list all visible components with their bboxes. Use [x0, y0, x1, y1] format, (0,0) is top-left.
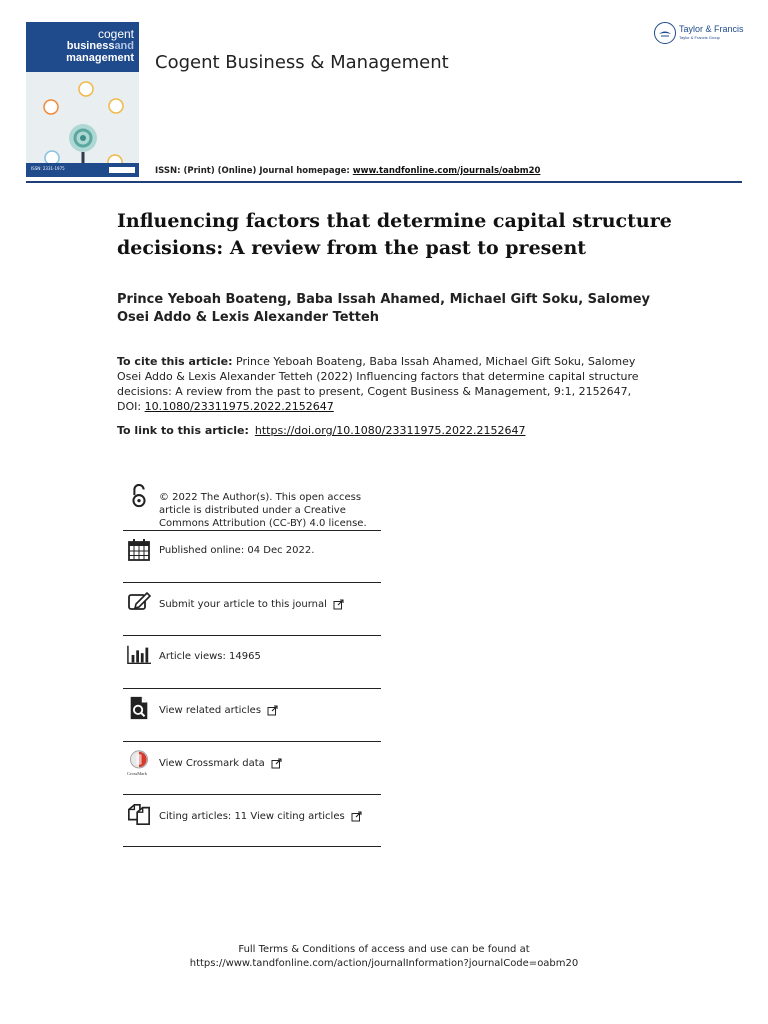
open-access-icon: [127, 484, 151, 508]
article-title: Influencing factors that determine capital structure decisions: A review from the past to present: [117, 210, 672, 259]
publisher-sub: Taylor & Francis Group: [679, 35, 720, 40]
footer-terms: Full Terms & Conditions of access and use can be found at: [238, 944, 530, 955]
bar-chart-icon: [127, 643, 151, 667]
divider: [123, 741, 381, 742]
issn-label: ISSN: (Print) (Online) Journal homepage:: [155, 166, 353, 176]
footer: [0, 943, 768, 971]
issn-line: [155, 166, 540, 176]
search-document-icon: [127, 696, 151, 720]
divider: [123, 530, 381, 531]
divider: [123, 688, 381, 689]
divider: [123, 582, 381, 583]
submit-article-link[interactable]: [159, 598, 344, 611]
cover-issn: ISSN: 2331-1975: [31, 166, 65, 171]
publisher-name: Taylor & Francis: [679, 24, 744, 34]
edit-icon: [127, 590, 151, 614]
cover-brand: [26, 28, 134, 64]
crossmark-label: View Crossmark data: [159, 758, 265, 769]
cover-brand-line1: cogent: [97, 27, 134, 41]
cover-illustration: [26, 74, 139, 174]
crossmark-link[interactable]: [159, 757, 282, 770]
submit-article-label: Submit your article to this journal: [159, 599, 327, 610]
license-text: © 2022 The Author(s). This open access article is distributed under a Creative Commons Attribution (CC-BY) 4.0 license.: [159, 492, 367, 529]
article-views: Article views: 14965: [159, 651, 261, 662]
external-link-icon: [333, 599, 344, 610]
article-authors: Prince Yeboah Boateng, Baba Issah Ahamed, Michael Gift Soku, Salomey Osei Addo & Lexis Alexander Tetteh: [117, 292, 651, 325]
external-link-icon: [271, 758, 282, 769]
citation: [117, 354, 657, 414]
journal-cover[interactable]: [26, 22, 139, 177]
published-date: Published online: 04 Dec 2022.: [159, 545, 315, 556]
cover-publisher-mark: [109, 167, 135, 173]
cite-text: Prince Yeboah Boateng, Baba Issah Ahamed, Michael Gift Soku, Salomey Osei Addo & Lexis Alexander Tetteh (2022) Influencing factors that determine capital structure decisions: A review from the past to present, Cogent Business & Management, 9:1, 2152647, DOI:: [117, 355, 639, 413]
external-link-icon: [351, 811, 362, 822]
publisher-logo[interactable]: [654, 22, 748, 46]
journal-title[interactable]: Cogent Business & Management: [155, 52, 449, 73]
journal-homepage-link[interactable]: www.tandfonline.com/journals/oabm20: [352, 166, 541, 176]
cover-brand-line3: management: [66, 52, 134, 64]
calendar-icon: [127, 538, 151, 562]
cover-brand-line2a: business: [66, 40, 115, 52]
cite-doi-link[interactable]: 10.1080/23311975.2022.2152647: [144, 400, 334, 413]
divider: [123, 846, 381, 847]
external-link-icon: [267, 705, 278, 716]
publisher-logo-icon: [654, 22, 676, 44]
divider: [123, 635, 381, 636]
link-label: To link to this article:: [117, 424, 249, 437]
related-articles-link[interactable]: [159, 704, 278, 717]
citing-articles-label: Citing articles: 11 View citing articles: [159, 811, 345, 822]
cover-brand-line2b: and: [114, 40, 134, 52]
cover-footer: [26, 163, 139, 177]
divider: [123, 794, 381, 795]
footer-terms-url[interactable]: https://www.tandfonline.com/action/journalInformation?journalCode=oabm20: [189, 958, 579, 969]
related-articles-label: View related articles: [159, 705, 262, 716]
citing-articles-icon: [127, 803, 151, 827]
doi-link[interactable]: https://doi.org/10.1080/23311975.2022.2152647: [254, 424, 526, 437]
article-link: [117, 424, 525, 437]
header-rule: [26, 181, 742, 183]
crossmark-logo-text: CrossMark: [127, 771, 147, 776]
citing-articles-link[interactable]: [159, 810, 362, 823]
cite-label: To cite this article:: [117, 355, 233, 368]
